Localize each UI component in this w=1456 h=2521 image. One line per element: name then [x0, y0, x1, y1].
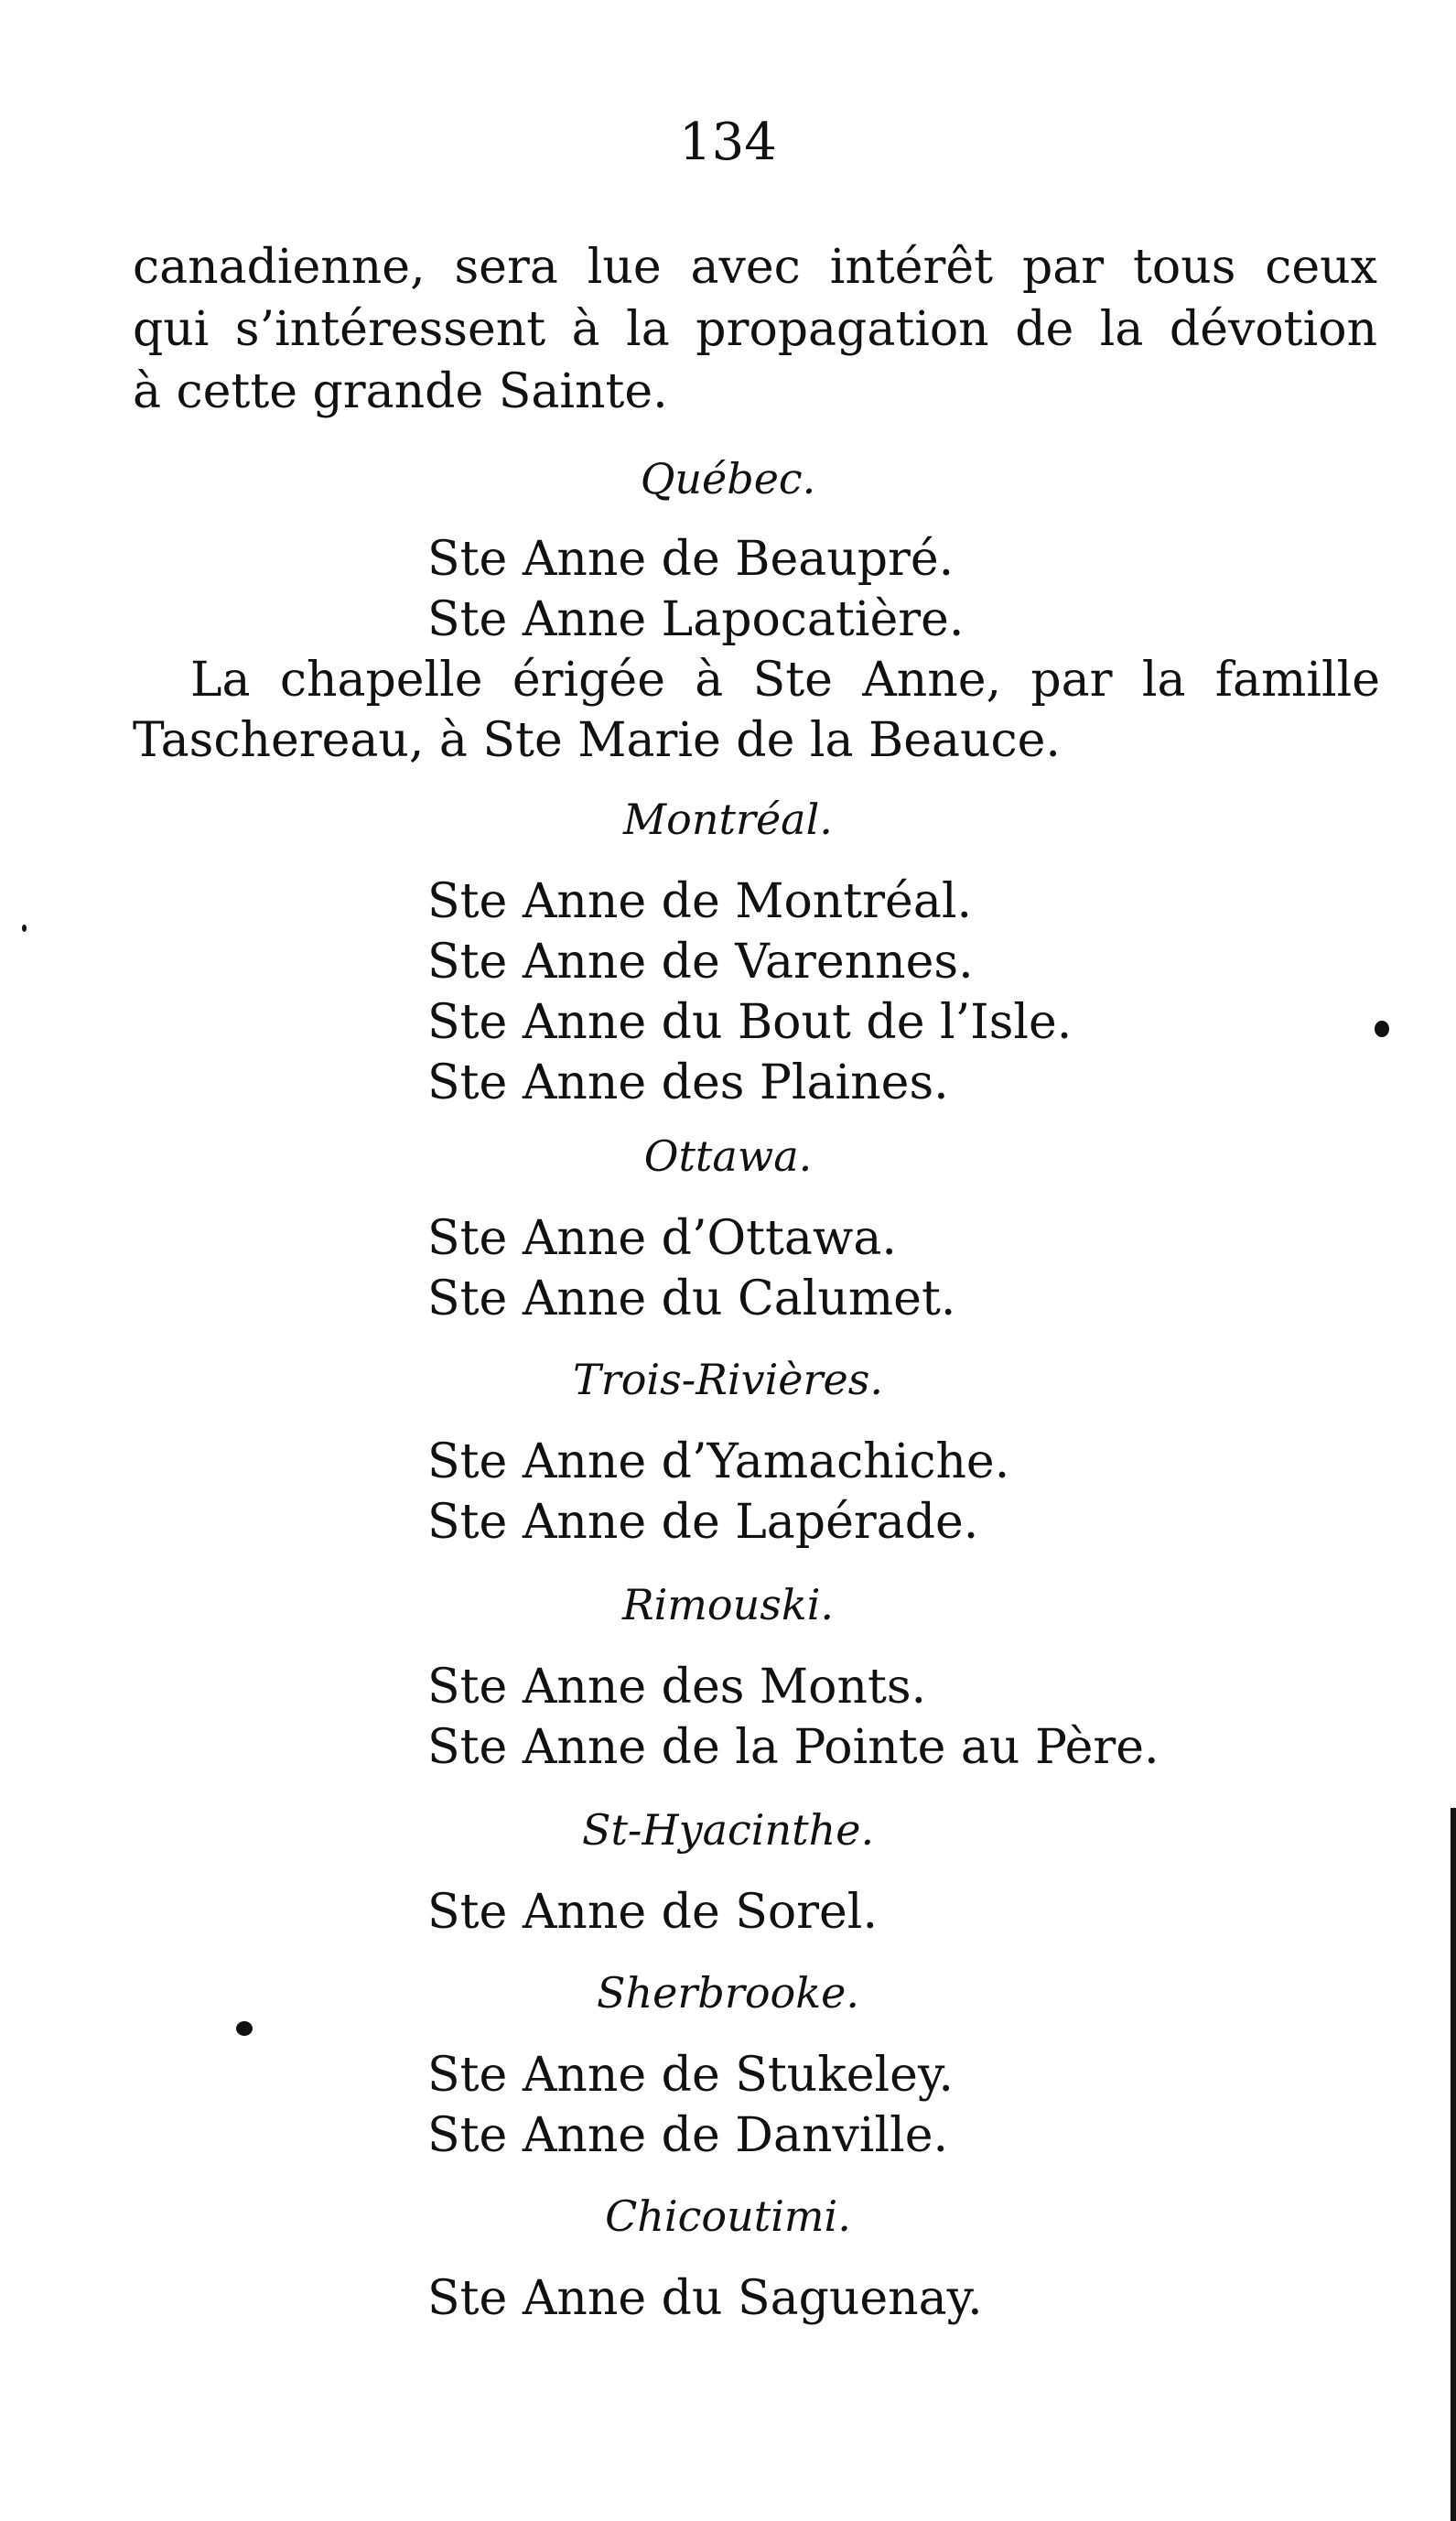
intro-line: à cette grande Sainte. [133, 364, 668, 419]
parish-entry: Ste Anne des Plaines. [427, 1055, 949, 1110]
page-edge-shadow [1451, 1808, 1456, 2521]
diocese-heading: Trois-Rivières. [573, 1355, 883, 1404]
parish-entry: Ste Anne Lapocatière. [427, 592, 965, 647]
diocese-section-sherbrooke [0, 1968, 1456, 2166]
parish-entry: Ste Anne de Stukeley. [427, 2048, 954, 2103]
diocese-heading: Ottawa. [643, 1131, 813, 1181]
ink-speck [236, 2021, 253, 2036]
parish-entry: Ste Anne de Danville. [427, 2108, 949, 2163]
diocese-section-chicoutimi [0, 2191, 1456, 2329]
diocese-section-trois-rivieres [0, 1355, 1456, 1553]
parish-entry: Ste Anne de Montréal. [427, 874, 972, 929]
ink-speck [1375, 1021, 1389, 1037]
page-number: 134 [679, 113, 777, 172]
diocese-section-st-hyacinthe [0, 1805, 1456, 1942]
diocese-heading: Montréal. [623, 795, 833, 844]
parish-entry: Ste Anne d’Ottawa. [427, 1211, 897, 1266]
diocese-section-quebec [0, 454, 1456, 771]
diocese-heading: St-Hyacinthe. [581, 1805, 875, 1855]
parish-entry: Ste Anne d’Yamachiche. [427, 1434, 1010, 1489]
parish-entry: Ste Anne de Lapérade. [427, 1495, 979, 1550]
parish-entry: Ste Anne de Sorel. [427, 1885, 878, 1940]
diocese-section-montreal [0, 795, 1456, 1113]
parish-entry: Ste Anne du Calumet. [427, 1271, 956, 1326]
parish-entry: Ste Anne de Beaupré. [427, 532, 954, 587]
parish-entry: Ste Anne de Varennes. [427, 935, 974, 990]
intro-line: qui s’intéressent à la propagation de la dévotion [133, 302, 1377, 357]
chapelle-note-line: La chapelle érigée à Ste Anne, par la famille [190, 653, 1380, 708]
diocese-section-ottawa [0, 1131, 1456, 1329]
intro-line: canadienne, sera lue avec intérêt par tous ceux [133, 240, 1377, 295]
diocese-heading: Québec. [640, 454, 816, 503]
ink-speck [22, 925, 27, 932]
diocese-heading: Rimouski. [621, 1580, 835, 1629]
diocese-heading: Chicoutimi. [605, 2191, 851, 2241]
intro-paragraph [133, 236, 1377, 423]
diocese-section-rimouski [0, 1580, 1456, 1778]
diocese-heading: Sherbrooke. [597, 1968, 859, 2018]
parish-entry: Ste Anne du Saguenay. [427, 2271, 983, 2326]
parish-entry: Ste Anne du Bout de l’Isle. [427, 995, 1073, 1050]
parish-entry: Ste Anne de la Pointe au Père. [427, 1720, 1159, 1775]
parish-entry: Ste Anne des Monts. [427, 1660, 927, 1715]
chapelle-note-line: Taschereau, à Ste Marie de la Beauce. [133, 713, 1061, 768]
